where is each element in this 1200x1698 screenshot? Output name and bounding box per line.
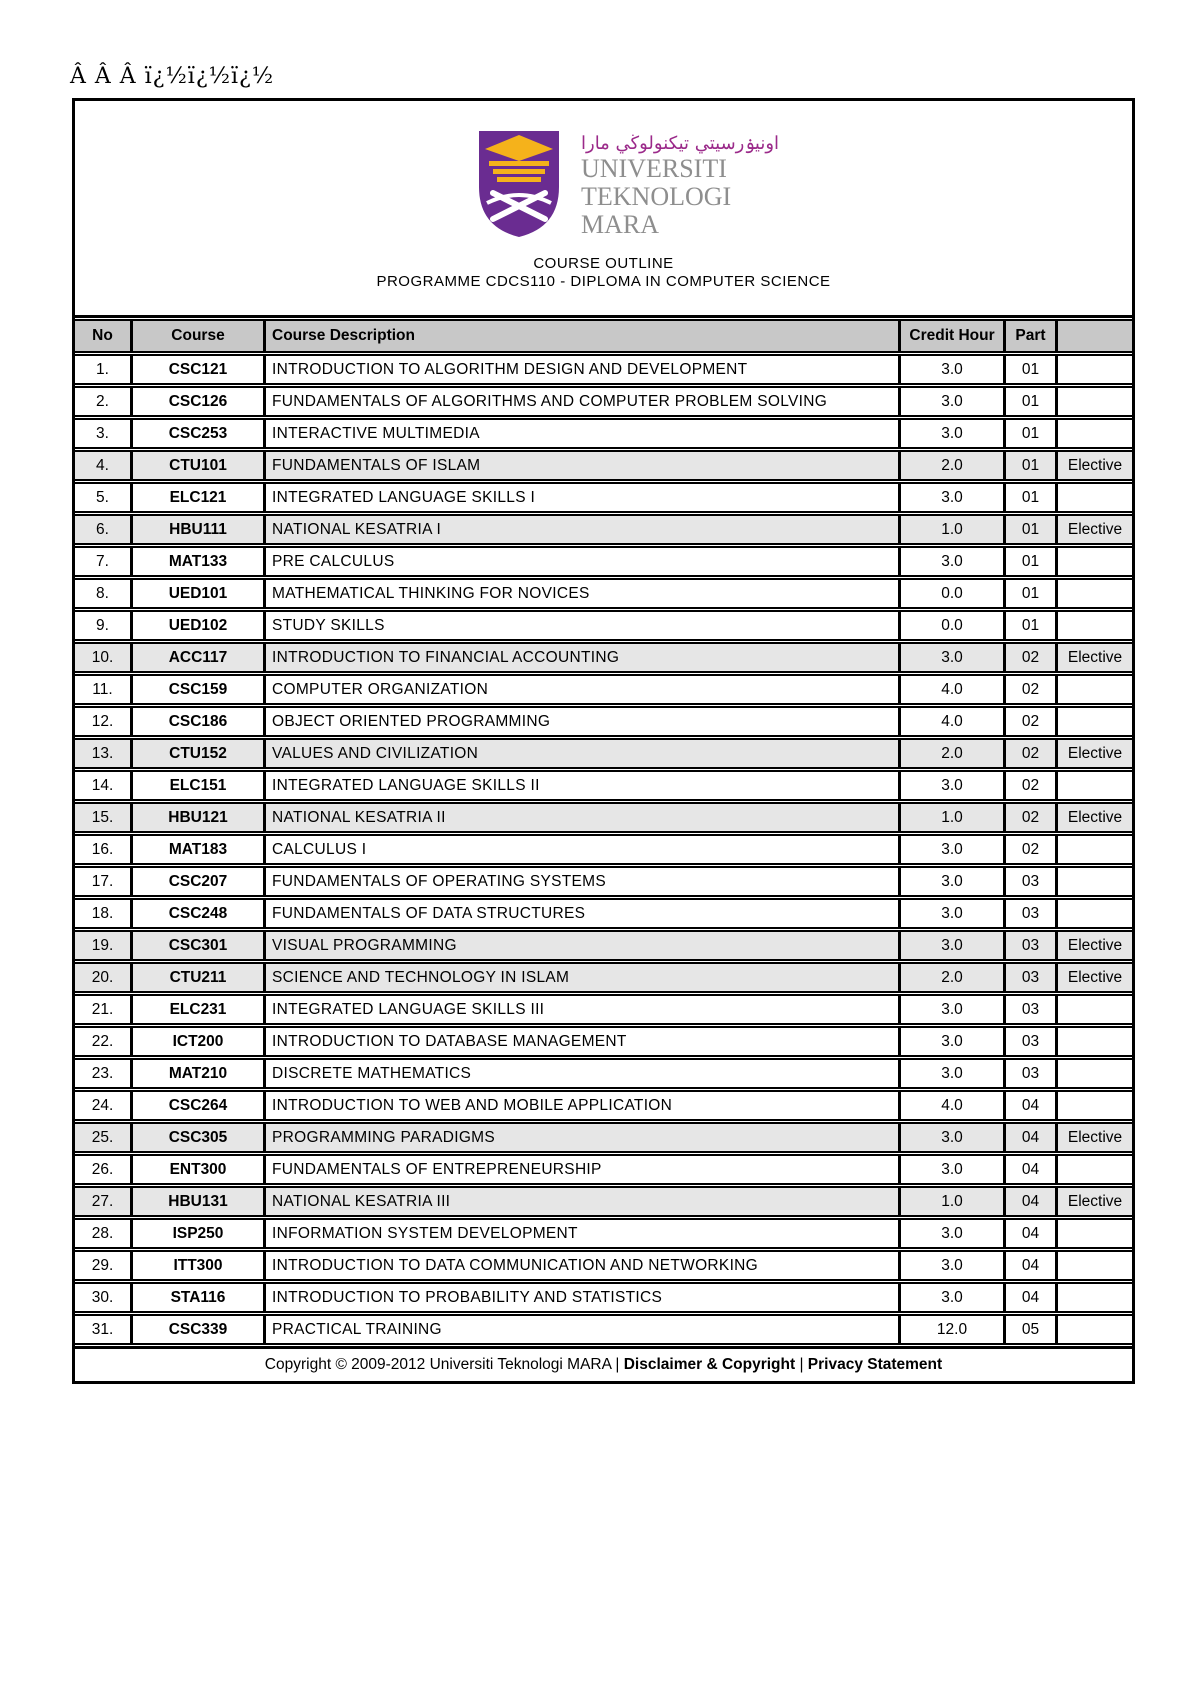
table-row [75, 578, 1132, 609]
course-code: HBU111 [130, 514, 263, 545]
credit-hour: 2.0 [898, 450, 1003, 481]
course-description: DISCRETE MATHEMATICS [263, 1058, 898, 1089]
table-row [75, 1314, 1132, 1345]
course-description: NATIONAL KESATRIA II [263, 802, 898, 833]
elective-note [1055, 834, 1132, 865]
credit-hour: 3.0 [898, 642, 1003, 673]
elective-note [1055, 354, 1132, 385]
course-code: ACC117 [130, 642, 263, 673]
course-part: 03 [1003, 930, 1055, 961]
course-outline-frame [72, 98, 1135, 1384]
credit-hour: 3.0 [898, 1154, 1003, 1185]
credit-hour: 3.0 [898, 930, 1003, 961]
table-row [75, 450, 1132, 481]
credit-hour: 3.0 [898, 418, 1003, 449]
row-number: 3. [75, 418, 130, 449]
course-table [75, 318, 1132, 1346]
table-row [75, 706, 1132, 737]
credit-hour: 3.0 [898, 482, 1003, 513]
row-number: 11. [75, 674, 130, 705]
elective-note: Elective [1055, 962, 1132, 993]
credit-hour: 12.0 [898, 1314, 1003, 1345]
course-description: INTERACTIVE MULTIMEDIA [263, 418, 898, 449]
elective-note [1055, 1314, 1132, 1345]
credit-hour: 2.0 [898, 738, 1003, 769]
elective-note [1055, 674, 1132, 705]
course-part: 01 [1003, 610, 1055, 641]
course-part: 01 [1003, 418, 1055, 449]
footer-separator: | [611, 1356, 624, 1373]
table-row [75, 482, 1132, 513]
row-number: 29. [75, 1250, 130, 1281]
course-part: 03 [1003, 898, 1055, 929]
course-part: 02 [1003, 674, 1055, 705]
course-code: ELC231 [130, 994, 263, 1025]
table-row [75, 354, 1132, 385]
table-row [75, 1282, 1132, 1313]
course-part: 02 [1003, 738, 1055, 769]
elective-note: Elective [1055, 930, 1132, 961]
course-code: CSC186 [130, 706, 263, 737]
elective-note: Elective [1055, 450, 1132, 481]
elective-note [1055, 1282, 1132, 1313]
credit-hour: 3.0 [898, 1218, 1003, 1249]
course-description: INTRODUCTION TO DATABASE MANAGEMENT [263, 1026, 898, 1057]
table-row [75, 1186, 1132, 1217]
course-code: MAT133 [130, 546, 263, 577]
row-number: 8. [75, 578, 130, 609]
course-description: MATHEMATICAL THINKING FOR NOVICES [263, 578, 898, 609]
elective-note [1055, 482, 1132, 513]
table-row [75, 674, 1132, 705]
row-number: 30. [75, 1282, 130, 1313]
course-description: INTEGRATED LANGUAGE SKILLS II [263, 770, 898, 801]
course-part: 01 [1003, 354, 1055, 385]
course-part: 03 [1003, 1026, 1055, 1057]
table-row [75, 770, 1132, 801]
uitm-logo [473, 127, 780, 239]
course-description: FUNDAMENTALS OF OPERATING SYSTEMS [263, 866, 898, 897]
course-code: ICT200 [130, 1026, 263, 1057]
course-code: MAT210 [130, 1058, 263, 1089]
elective-note [1055, 898, 1132, 929]
elective-note [1055, 706, 1132, 737]
row-number: 1. [75, 354, 130, 385]
course-part: 01 [1003, 546, 1055, 577]
elective-note [1055, 994, 1132, 1025]
course-description: FUNDAMENTALS OF DATA STRUCTURES [263, 898, 898, 929]
course-part: 04 [1003, 1282, 1055, 1313]
course-description: VISUAL PROGRAMMING [263, 930, 898, 961]
table-row [75, 1218, 1132, 1249]
elective-note [1055, 1090, 1132, 1121]
privacy-statement-link[interactable]: Privacy Statement [807, 1356, 943, 1373]
course-code: UED101 [130, 578, 263, 609]
row-number: 12. [75, 706, 130, 737]
row-number: 24. [75, 1090, 130, 1121]
column-header-credit-hour: Credit Hour [898, 319, 1003, 353]
elective-note: Elective [1055, 1186, 1132, 1217]
course-code: UED102 [130, 610, 263, 641]
row-number: 28. [75, 1218, 130, 1249]
course-code: CTU211 [130, 962, 263, 993]
course-part: 02 [1003, 706, 1055, 737]
course-description: INTEGRATED LANGUAGE SKILLS III [263, 994, 898, 1025]
course-part: 01 [1003, 386, 1055, 417]
elective-note [1055, 866, 1132, 897]
course-code: CSC339 [130, 1314, 263, 1345]
row-number: 17. [75, 866, 130, 897]
column-header-note [1055, 319, 1132, 353]
credit-hour: 1.0 [898, 1186, 1003, 1217]
course-description: NATIONAL KESATRIA III [263, 1186, 898, 1217]
table-row [75, 802, 1132, 833]
course-part: 02 [1003, 770, 1055, 801]
credit-hour: 3.0 [898, 546, 1003, 577]
course-part: 03 [1003, 1058, 1055, 1089]
course-description: FUNDAMENTALS OF ALGORITHMS AND COMPUTER PROBLEM SOLVING [263, 386, 898, 417]
course-part: 02 [1003, 642, 1055, 673]
table-row [75, 738, 1132, 769]
course-code: HBU121 [130, 802, 263, 833]
elective-note: Elective [1055, 642, 1132, 673]
row-number: 18. [75, 898, 130, 929]
course-description: INTEGRATED LANGUAGE SKILLS I [263, 482, 898, 513]
table-row [75, 930, 1132, 961]
course-code: CSC159 [130, 674, 263, 705]
course-part: 01 [1003, 514, 1055, 545]
row-number: 23. [75, 1058, 130, 1089]
elective-note: Elective [1055, 514, 1132, 545]
course-description: INTRODUCTION TO DATA COMMUNICATION AND NETWORKING [263, 1250, 898, 1281]
uitm-crest-icon [479, 131, 559, 237]
credit-hour: 3.0 [898, 834, 1003, 865]
credit-hour: 1.0 [898, 514, 1003, 545]
course-description: FUNDAMENTALS OF ENTREPRENEURSHIP [263, 1154, 898, 1185]
row-number: 6. [75, 514, 130, 545]
row-number: 5. [75, 482, 130, 513]
elective-note [1055, 770, 1132, 801]
elective-note [1055, 1250, 1132, 1281]
table-row [75, 994, 1132, 1025]
credit-hour: 1.0 [898, 802, 1003, 833]
course-part: 04 [1003, 1090, 1055, 1121]
course-code: CSC301 [130, 930, 263, 961]
credit-hour: 3.0 [898, 1026, 1003, 1057]
course-code: STA116 [130, 1282, 263, 1313]
course-code: ISP250 [130, 1218, 263, 1249]
document-header [75, 101, 1132, 318]
credit-hour: 4.0 [898, 1090, 1003, 1121]
course-description: PRE CALCULUS [263, 546, 898, 577]
programme-title: PROGRAMME CDCS110 - DIPLOMA IN COMPUTER SCIENCE [376, 273, 831, 290]
credit-hour: 0.0 [898, 610, 1003, 641]
row-number: 20. [75, 962, 130, 993]
course-code: CSC207 [130, 866, 263, 897]
row-number: 9. [75, 610, 130, 641]
row-number: 25. [75, 1122, 130, 1153]
table-row [75, 1026, 1132, 1057]
course-description: SCIENCE AND TECHNOLOGY IN ISLAM [263, 962, 898, 993]
elective-note: Elective [1055, 738, 1132, 769]
course-part: 04 [1003, 1122, 1055, 1153]
table-row [75, 514, 1132, 545]
row-number: 19. [75, 930, 130, 961]
course-code: CSC126 [130, 386, 263, 417]
row-number: 10. [75, 642, 130, 673]
document-title: COURSE OUTLINE [533, 255, 674, 272]
course-code: MAT183 [130, 834, 263, 865]
credit-hour: 3.0 [898, 866, 1003, 897]
column-header-no: No [75, 319, 130, 353]
row-number: 21. [75, 994, 130, 1025]
credit-hour: 3.0 [898, 354, 1003, 385]
course-description: INTRODUCTION TO PROBABILITY AND STATISTICS [263, 1282, 898, 1313]
elective-note [1055, 1026, 1132, 1057]
course-code: HBU131 [130, 1186, 263, 1217]
credit-hour: 4.0 [898, 706, 1003, 737]
course-part: 03 [1003, 962, 1055, 993]
row-number: 7. [75, 546, 130, 577]
row-number: 27. [75, 1186, 130, 1217]
course-code: ELC151 [130, 770, 263, 801]
course-part: 02 [1003, 802, 1055, 833]
course-code: ELC121 [130, 482, 263, 513]
course-rows [75, 354, 1132, 1345]
course-part: 01 [1003, 450, 1055, 481]
university-name-line3: MARA [581, 210, 660, 239]
course-part: 04 [1003, 1154, 1055, 1185]
elective-note [1055, 1218, 1132, 1249]
table-row [75, 1154, 1132, 1185]
column-header-description: Course Description [263, 319, 898, 353]
table-row [75, 610, 1132, 641]
course-description: INTRODUCTION TO FINANCIAL ACCOUNTING [263, 642, 898, 673]
course-code: CSC248 [130, 898, 263, 929]
course-part: 04 [1003, 1218, 1055, 1249]
row-number: 4. [75, 450, 130, 481]
course-description: PROGRAMMING PARADIGMS [263, 1122, 898, 1153]
elective-note: Elective [1055, 802, 1132, 833]
course-description: FUNDAMENTALS OF ISLAM [263, 450, 898, 481]
course-description: CALCULUS I [263, 834, 898, 865]
course-part: 04 [1003, 1250, 1055, 1281]
row-number: 31. [75, 1314, 130, 1345]
arabic-script-text: اونيۏرسيتي تيكنولوڬي مارا [581, 133, 780, 154]
credit-hour: 3.0 [898, 1122, 1003, 1153]
course-description: NATIONAL KESATRIA I [263, 514, 898, 545]
course-description: STUDY SKILLS [263, 610, 898, 641]
row-number: 22. [75, 1026, 130, 1057]
course-code: CTU101 [130, 450, 263, 481]
row-number: 13. [75, 738, 130, 769]
row-number: 14. [75, 770, 130, 801]
course-part: 05 [1003, 1314, 1055, 1345]
row-number: 16. [75, 834, 130, 865]
credit-hour: 3.0 [898, 1282, 1003, 1313]
university-name-line1: UNIVERSITI [581, 154, 727, 183]
course-code: CSC121 [130, 354, 263, 385]
course-code: ITT300 [130, 1250, 263, 1281]
table-row [75, 418, 1132, 449]
university-name-line2: TEKNOLOGI [581, 182, 732, 211]
course-part: 01 [1003, 578, 1055, 609]
row-number: 26. [75, 1154, 130, 1185]
copyright-text: Copyright © 2009-2012 Universiti Teknologi MARA [264, 1356, 612, 1373]
table-row [75, 386, 1132, 417]
credit-hour: 3.0 [898, 1058, 1003, 1089]
table-row [75, 1250, 1132, 1281]
row-number: 15. [75, 802, 130, 833]
elective-note [1055, 578, 1132, 609]
course-description: PRACTICAL TRAINING [263, 1314, 898, 1345]
course-description: COMPUTER ORGANIZATION [263, 674, 898, 705]
course-part: 04 [1003, 1186, 1055, 1217]
course-description: VALUES AND CIVILIZATION [263, 738, 898, 769]
column-header-part: Part [1003, 319, 1055, 353]
column-header-course: Course [130, 319, 263, 353]
credit-hour: 3.0 [898, 1250, 1003, 1281]
table-row [75, 546, 1132, 577]
credit-hour: 3.0 [898, 770, 1003, 801]
table-row [75, 834, 1132, 865]
footer-separator: | [795, 1356, 808, 1373]
garbled-header-text: Â Â Â ï¿½ï¿½ï¿½ [70, 64, 275, 89]
credit-hour: 2.0 [898, 962, 1003, 993]
elective-note [1055, 1058, 1132, 1089]
course-part: 03 [1003, 994, 1055, 1025]
table-row [75, 1090, 1132, 1121]
course-part: 01 [1003, 482, 1055, 513]
course-code: CSC305 [130, 1122, 263, 1153]
table-row [75, 962, 1132, 993]
elective-note [1055, 418, 1132, 449]
course-description: INTRODUCTION TO ALGORITHM DESIGN AND DEVELOPMENT [263, 354, 898, 385]
course-code: CSC253 [130, 418, 263, 449]
table-row [75, 1122, 1132, 1153]
course-code: ENT300 [130, 1154, 263, 1185]
credit-hour: 3.0 [898, 386, 1003, 417]
table-row [75, 642, 1132, 673]
course-code: CSC264 [130, 1090, 263, 1121]
elective-note [1055, 546, 1132, 577]
elective-note [1055, 610, 1132, 641]
credit-hour: 0.0 [898, 578, 1003, 609]
elective-note: Elective [1055, 1122, 1132, 1153]
disclaimer-link[interactable]: Disclaimer & Copyright [623, 1356, 796, 1373]
row-number: 2. [75, 386, 130, 417]
credit-hour: 3.0 [898, 898, 1003, 929]
course-part: 03 [1003, 866, 1055, 897]
table-row [75, 866, 1132, 897]
elective-note [1055, 386, 1132, 417]
credit-hour: 3.0 [898, 994, 1003, 1025]
course-part: 02 [1003, 834, 1055, 865]
course-code: CTU152 [130, 738, 263, 769]
table-header-row [75, 319, 1132, 353]
table-row [75, 898, 1132, 929]
elective-note [1055, 1154, 1132, 1185]
table-row [75, 1058, 1132, 1089]
course-description: OBJECT ORIENTED PROGRAMMING [263, 706, 898, 737]
credit-hour: 4.0 [898, 674, 1003, 705]
course-description: INFORMATION SYSTEM DEVELOPMENT [263, 1218, 898, 1249]
footer [75, 1346, 1132, 1381]
course-description: INTRODUCTION TO WEB AND MOBILE APPLICATION [263, 1090, 898, 1121]
